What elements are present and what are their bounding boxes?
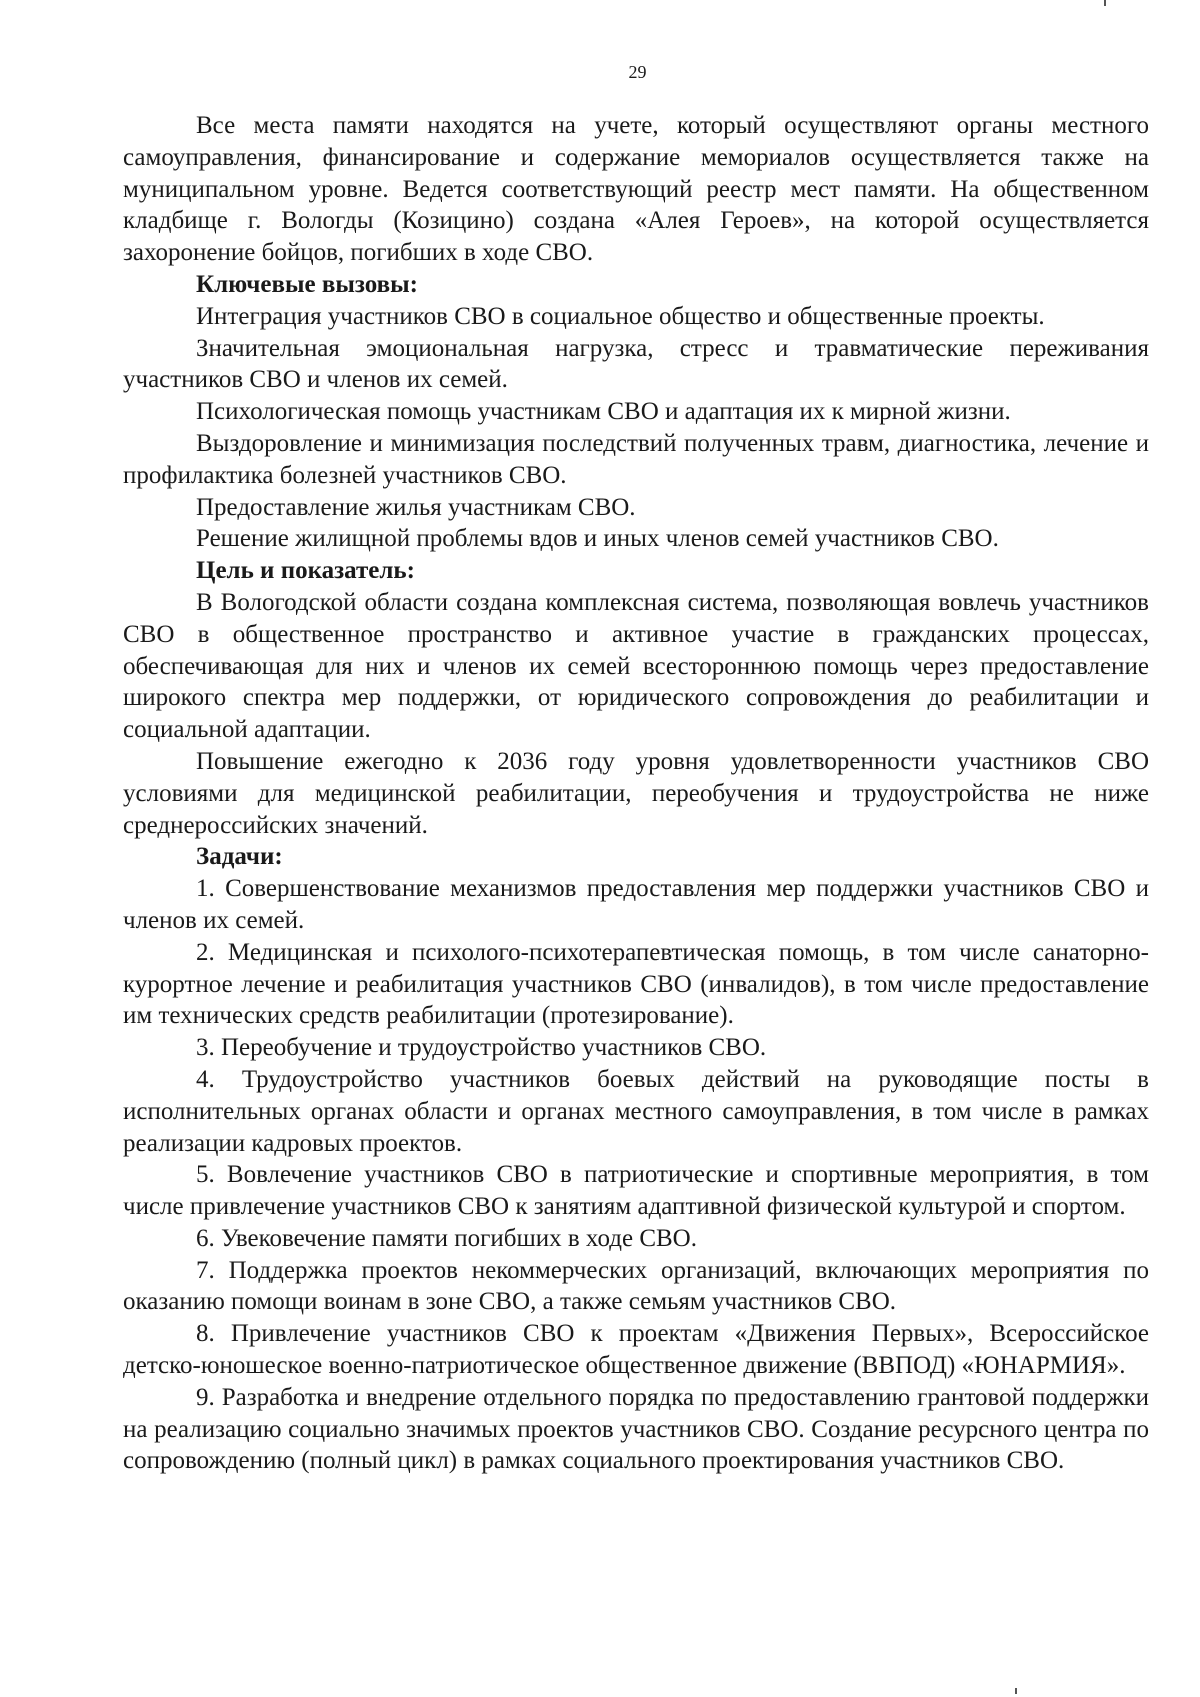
paragraph-goal: В Вологодской области создана комплексная система, позволяющая вовлечь участников СВО в общественное пространство и активное участие в гражданских процессах, обеспечивающая для них и членов их семей всестороннюю помощь через предоставление широкого спектра мер поддержки, от юридического сопровождения до реабилитации и социальной адаптации. bbox=[123, 588, 1149, 744]
task-item: 2. Медицинская и психолого-психотерапевтическая помощь, в том числе санаторно-курортное лечение и реабилитация участников СВО (инвалидов), в том числе предоставление им технических средств реабилитации (протезирование). bbox=[123, 938, 1149, 1030]
task-item: 8. Привлечение участников СВО к проектам «Движения Первых», Всероссийское детско-юношеское военно-патриотическое общественное движение (ВВПОД) «ЮНАРМИЯ». bbox=[123, 1320, 1149, 1380]
task-item: 9. Разработка и внедрение отдельного порядка по предоставлению грантовой поддержки на реализацию социально значимых проектов участников СВО. Создание ресурсного центра по сопровождению (полный цикл) в рамках социального проектирования участников СВО. bbox=[123, 1383, 1149, 1475]
document-body bbox=[123, 110, 1149, 1477]
task-item: 5. Вовлечение участников СВО в патриотические и спортивные мероприятия, в том числе привлечение участников СВО к занятиям адаптивной физической культурой и спортом. bbox=[123, 1161, 1149, 1221]
task-item: 1. Совершенствование механизмов предоставления мер поддержки участников СВО и членов их семей. bbox=[123, 875, 1149, 934]
challenge-recovery: Выздоровление и минимизация последствий полученных травм, диагностика, лечение и профилактика болезней участников СВО. bbox=[123, 429, 1149, 489]
scan-mark bbox=[1015, 1688, 1017, 1694]
paragraph-memorials: Все места памяти находятся на учете, который осуществляют органы местного самоуправления, финансирование и содержание мемориалов осуществляется также на муниципальном уровне. Ведется соответствующий реестр мест памяти. На общественном кладбище г. Вологды (Козицино) создана «Алея Героев», на которой осуществляется захоронение бойцов, погибших в ходе СВО. bbox=[123, 112, 1149, 267]
heading-goal-indicator: Цель и показатель: bbox=[196, 557, 415, 585]
heading-key-challenges: Ключевые вызовы: bbox=[196, 270, 419, 298]
heading-tasks: Задачи: bbox=[196, 843, 283, 871]
task-item: 7. Поддержка проектов некоммерческих организаций, включающих мероприятия по оказанию помощи воинам в зоне СВО, а также семьям участников СВО. bbox=[123, 1256, 1149, 1316]
challenge-family-housing: Решение жилищной проблемы вдов и иных членов семей участников СВО. bbox=[196, 525, 999, 553]
paragraph-indicator: Повышение ежегодно к 2036 году уровня удовлетворенности участников СВО условиями для медицинской реабилитации, переобучения и трудоустройства не ниже среднероссийских значений. bbox=[123, 747, 1149, 839]
challenge-integration: Интеграция участников СВО в социальное общество и общественные проекты. bbox=[196, 302, 1045, 330]
challenge-psychological-help: Психологическая помощь участникам СВО и адаптация их к мирной жизни. bbox=[196, 398, 1011, 426]
challenge-emotional-load: Значительная эмоциональная нагрузка, стресс и травматические переживания участников СВО и членов их семей. bbox=[123, 334, 1149, 394]
task-item: 4. Трудоустройство участников боевых действий на руководящие посты в исполнительных органах области и органах местного самоуправления, в том числе в рамках реализации кадровых проектов. bbox=[123, 1065, 1149, 1157]
task-item: 3. Переобучение и трудоустройство участников СВО. bbox=[196, 1034, 767, 1062]
page-number: 29 bbox=[628, 62, 647, 82]
task-item: 6. Увековечение памяти погибших в ходе СВО. bbox=[196, 1224, 697, 1252]
challenge-housing: Предоставление жилья участникам СВО. bbox=[196, 493, 636, 521]
scan-mark bbox=[1104, 0, 1106, 6]
